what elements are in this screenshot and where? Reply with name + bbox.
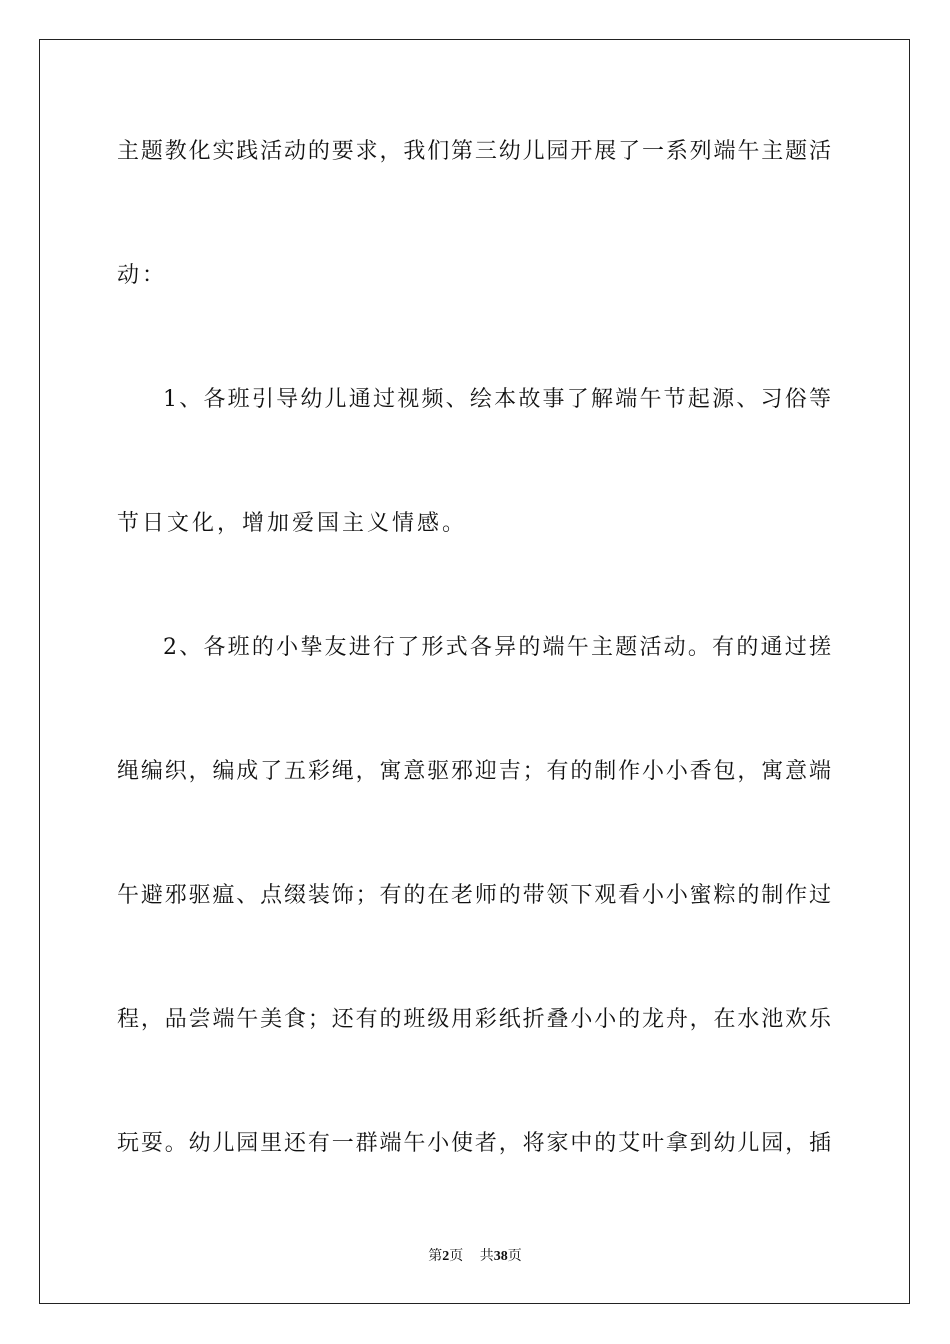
body-line-3: 1、各班引导幼儿通过视频、绘本故事了解端午节起源、习俗等: [163, 387, 831, 412]
body-line-5: 2、各班的小挚友进行了形式各异的端午主题活动。有的通过搓: [163, 635, 831, 660]
body-line-1: 主题教化实践活动的要求，我们第三幼儿园开展了一系列端午主题活: [117, 139, 831, 164]
page-footer: [0, 1246, 950, 1267]
page-border: [39, 39, 910, 1304]
total-indicator: [480, 1248, 522, 1264]
body-line-7: 午避邪驱瘟、点缀装饰；有的在老师的带领下观看小小蜜粽的制作过: [117, 883, 831, 908]
body-line-4: 节日文化，增加爱国主义情感。: [117, 511, 468, 536]
page-number: 2: [442, 1249, 450, 1264]
total-prefix: 共: [479, 1248, 494, 1264]
page-prefix: 第: [428, 1248, 443, 1264]
page-suffix: 页: [449, 1248, 464, 1264]
body-line-9: 玩耍。幼儿园里还有一群端午小使者，将家中的艾叶拿到幼儿园，插: [117, 1131, 831, 1156]
body-line-6: 绳编织，编成了五彩绳，寓意驱邪迎吉；有的制作小小香包，寓意端: [117, 759, 831, 784]
page-indicator: [428, 1248, 463, 1264]
body-line-8: 程，品尝端午美食；还有的班级用彩纸折叠小小的龙舟，在水池欢乐: [117, 1007, 831, 1032]
total-suffix: 页: [507, 1248, 522, 1264]
body-line-2: 动：: [117, 263, 168, 288]
total-number: 38: [493, 1249, 508, 1264]
